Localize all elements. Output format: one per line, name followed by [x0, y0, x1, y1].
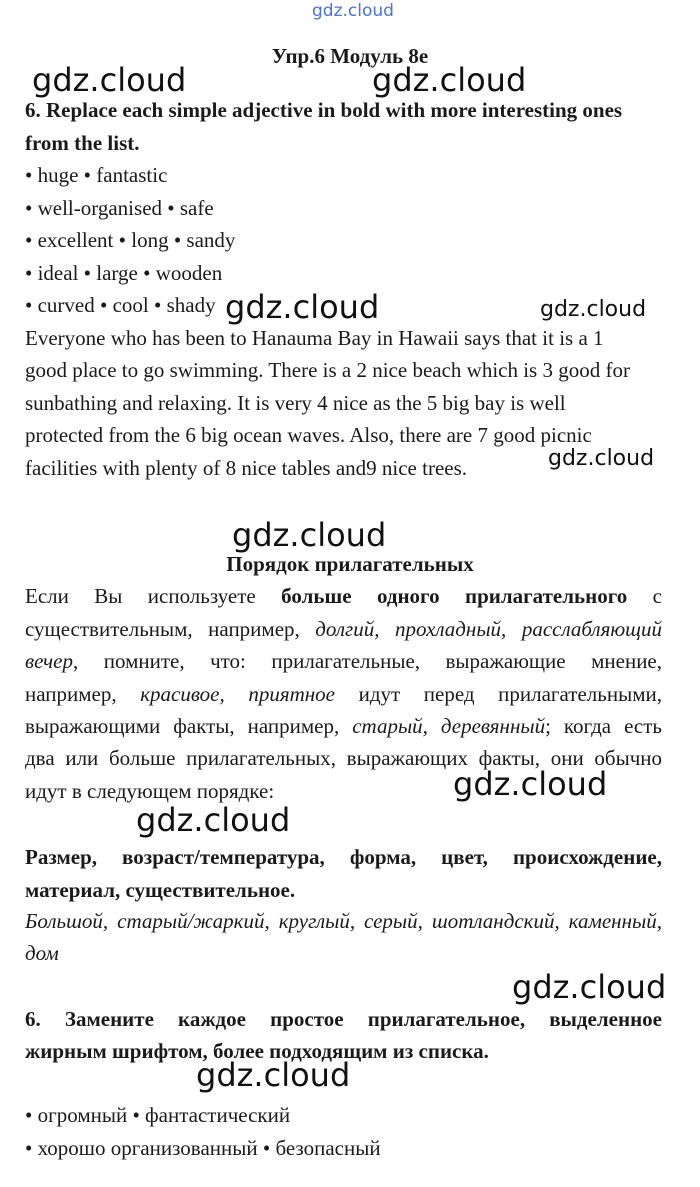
- watermark: gdz.cloud: [453, 765, 608, 803]
- watermark: gdz.cloud: [512, 968, 667, 1006]
- adjective-order-example: дом: [25, 941, 59, 965]
- word-list-item: • huge • fantastic: [25, 163, 168, 187]
- watermark-top-link[interactable]: gdz.cloud: [312, 1, 394, 21]
- watermark: gdz.cloud: [540, 297, 647, 322]
- adjective-order-rule: материал, существительное.: [25, 878, 296, 902]
- watermark: gdz.cloud: [32, 61, 187, 99]
- word-list-item: • excellent • long • sandy: [25, 228, 236, 252]
- word-list-item: • огромный • фантастический: [25, 1103, 291, 1127]
- exercise-text-line: Everyone who has been to Hanauma Bay in Hawaii says that it is a 1: [25, 326, 604, 350]
- exercise-text-line: protected from the 6 big ocean waves. Also, there are 7 good picnic: [25, 423, 592, 447]
- word-list-item: • хорошо организованный • безопасный: [25, 1136, 381, 1160]
- watermark: gdz.cloud: [548, 446, 655, 471]
- grammar-paragraph-line: существительным, например, долгий, прохладный, расслабляющий: [25, 617, 662, 641]
- grammar-heading: Порядок прилагательных: [226, 552, 474, 576]
- watermark: gdz.cloud: [225, 288, 380, 326]
- exercise-text-line: facilities with plenty of 8 nice tables and9 nice trees.: [25, 456, 468, 480]
- adjective-order-rule: Размер, возраст/температура, форма, цвет, происхождение,: [25, 845, 662, 869]
- watermark: gdz.cloud: [136, 801, 291, 839]
- task-instruction-en: from the list.: [25, 131, 140, 155]
- watermark: gdz.cloud: [372, 61, 527, 99]
- watermark: gdz.cloud: [232, 516, 387, 554]
- task-instruction-en: 6. Replace each simple adjective in bold with more interesting ones: [25, 98, 623, 122]
- watermark: gdz.cloud: [196, 1056, 351, 1094]
- task-instruction-ru: жирным шрифтом, более подходящим из списка.: [25, 1039, 489, 1063]
- word-list-item: • well-organised • safe: [25, 196, 214, 220]
- word-list-item: • ideal • large • wooden: [25, 261, 223, 285]
- adjective-order-example: Большой, старый/жаркий, круглый, серый, шотландский, каменный,: [25, 909, 662, 933]
- grammar-paragraph-line: например, красивое, приятное идут перед прилагательными,: [25, 682, 662, 706]
- exercise-text-line: sunbathing and relaxing. It is very 4 nice as the 5 big bay is well: [25, 391, 566, 415]
- grammar-paragraph-line: выражающими факты, например, старый, деревянный; когда есть: [25, 714, 662, 738]
- grammar-paragraph-line: вечер, помните, что: прилагательные, выражающие мнение,: [25, 649, 662, 673]
- exercise-text-line: good place to go swimming. There is a 2 nice beach which is 3 good for: [25, 358, 630, 382]
- task-instruction-ru: 6. Замените каждое простое прилагательное, выделенное: [25, 1007, 662, 1031]
- grammar-paragraph-line: Если Вы используете больше одного прилагательного с: [25, 584, 662, 608]
- grammar-paragraph-line: идут в следующем порядке:: [25, 779, 275, 803]
- word-list-item: • curved • cool • shady: [25, 293, 216, 317]
- page-title: Упр.6 Модуль 8е: [271, 44, 429, 68]
- grammar-paragraph-line: два или больше прилагательных, выражающих факты, они обычно: [25, 746, 662, 770]
